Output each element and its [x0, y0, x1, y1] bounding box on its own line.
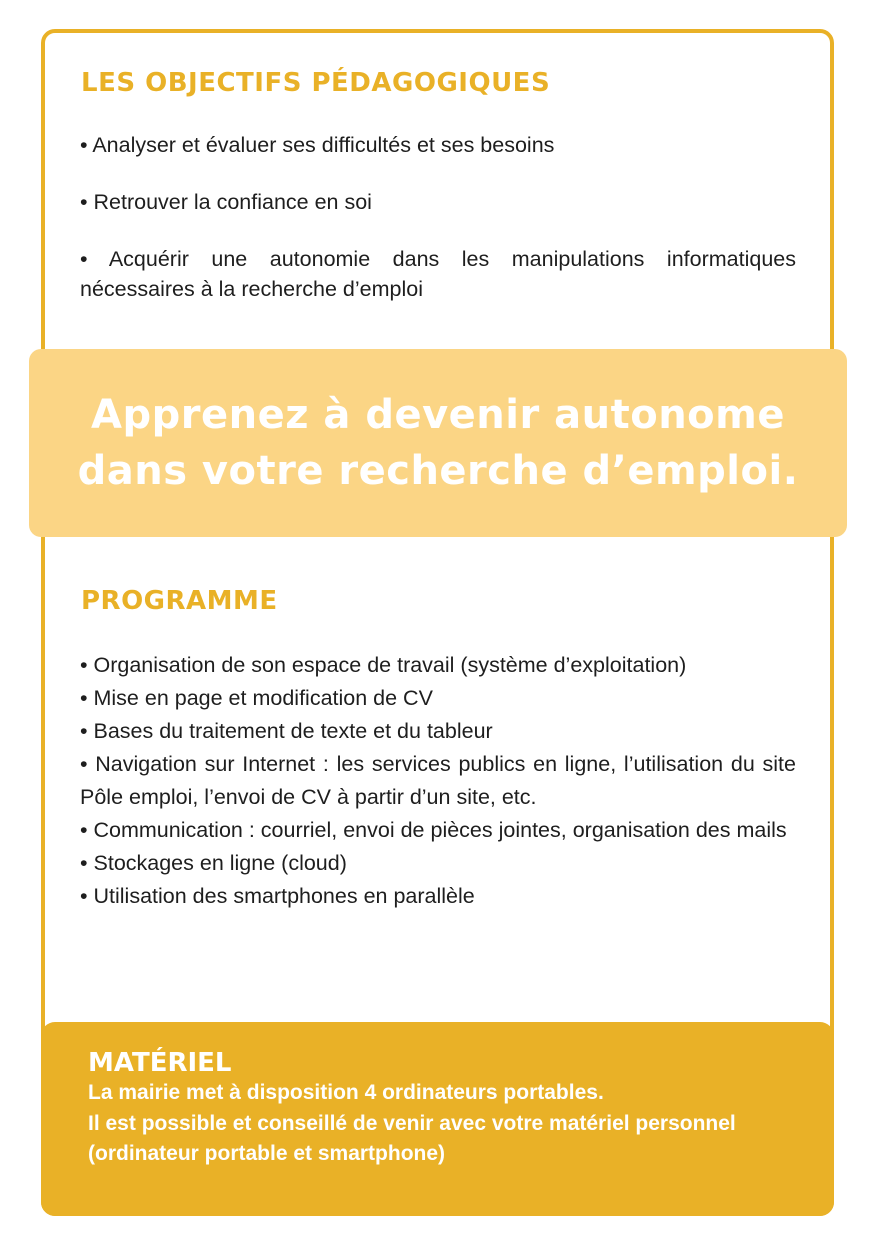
slogan-line-1: Apprenez à devenir autonome	[91, 392, 785, 438]
program-list	[80, 649, 796, 913]
materiel-line: La mairie met à disposition 4 ordinateurs portables.	[88, 1081, 604, 1104]
objective-item: • Acquérir une autonomie dans les manipulations informatiques nécessaires à la recherche d’emploi	[80, 247, 796, 301]
program-item: • Organisation de son espace de travail (système d’exploitation)	[80, 653, 687, 677]
materiel-line: Il est possible et conseillé de venir avec votre matériel personnel (ordinateur portable et smartphone)	[88, 1111, 736, 1165]
objective-item: • Retrouver la confiance en soi	[80, 190, 372, 214]
program-title: PROGRAMME	[81, 586, 278, 616]
program-item: • Navigation sur Internet : les services publics en ligne, l’utilisation du site Pôle emploi, l’envoi de CV à partir d’un site, etc.	[80, 752, 796, 809]
slogan-line-2: dans votre recherche d’emploi.	[77, 448, 799, 494]
program-item: • Stockages en ligne (cloud)	[80, 851, 347, 875]
program-item: • Utilisation des smartphones en parallèle	[80, 884, 475, 908]
program-item: • Bases du traitement de texte et du tableur	[80, 719, 493, 743]
objectives-title: LES OBJECTIFS PÉDAGOGIQUES	[81, 68, 551, 98]
objective-item: • Analyser et évaluer ses difficultés et ses besoins	[80, 133, 555, 157]
program-item: • Mise en page et modification de CV	[80, 686, 433, 710]
slogan-banner	[29, 349, 847, 537]
objectives-list	[80, 130, 796, 331]
program-item: • Communication : courriel, envoi de pièces jointes, organisation des mails	[80, 818, 787, 842]
materiel-title: MATÉRIEL	[88, 1048, 232, 1078]
materiel-box	[41, 1022, 834, 1216]
